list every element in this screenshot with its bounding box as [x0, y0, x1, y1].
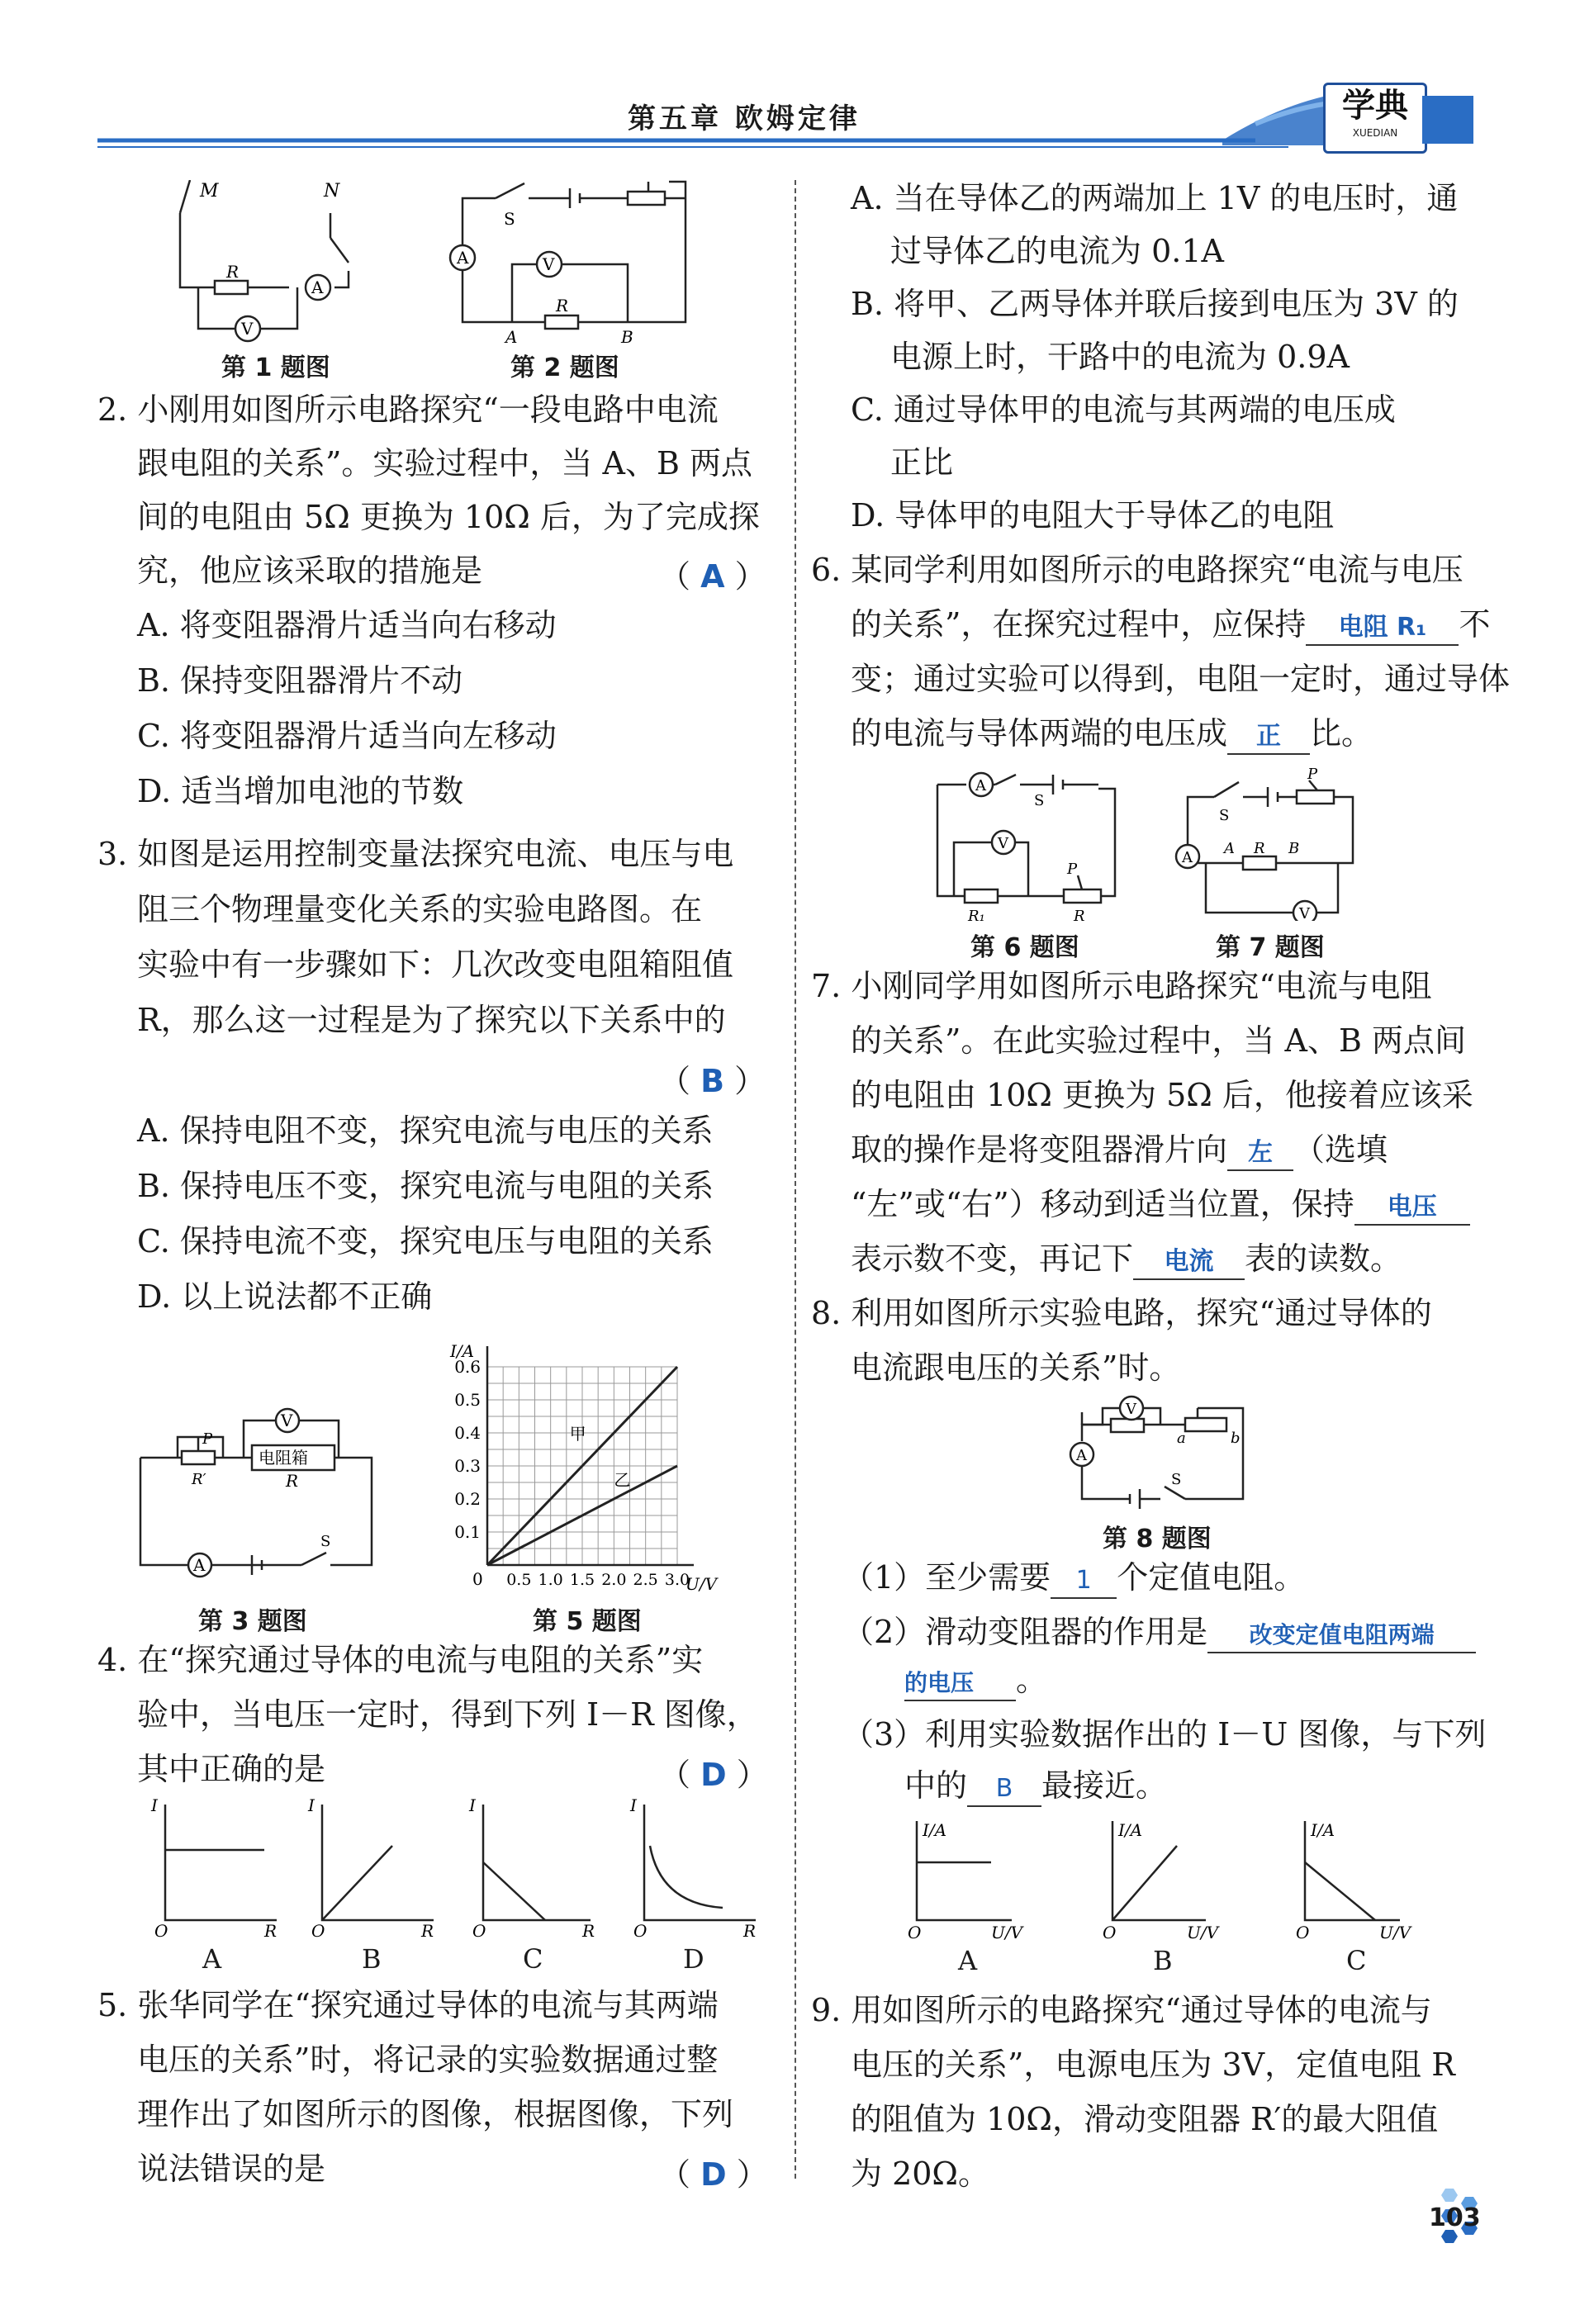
circuit-figure-6: [925, 768, 1131, 925]
q6-line-2: 的关系”，在探究过程中，应保持 电阻 R₁ 不: [851, 605, 1490, 646]
q3-line-4: R，那么这一过程是为了探究以下关系中的: [137, 1002, 726, 1038]
q6-line-3: 变；通过实验可以得到，电阻一定时，通过导体: [851, 661, 1511, 697]
label-P: P: [202, 1430, 213, 1448]
q7-line-2: 的关系”。在此实验过程中，当 A、B 两点间: [851, 1022, 1466, 1059]
logo-text: 学典: [1342, 86, 1408, 125]
q4-graph-d: [644, 1805, 756, 1920]
label-A-point: A: [1224, 840, 1235, 857]
svg-text:I: I: [630, 1796, 637, 1815]
q2-line-1: 2. 小刚用如图所示电路探究“一段电路中电流: [97, 391, 719, 428]
label-S: S: [504, 209, 515, 229]
circuit-figure-3: [132, 1404, 396, 1594]
label-R: R: [226, 262, 240, 282]
svg-text:O: O: [154, 1921, 168, 1941]
figure-caption-5: 第 5 题图: [533, 1607, 642, 1636]
q9-line-2: 电压的关系”，电源电压为 3V，定值电阻 R: [851, 2047, 1455, 2083]
q5-option-c-1: C. 通过导体甲的电流与其两端的电压成: [851, 391, 1396, 428]
q8-blank-2b: 的电压: [904, 1667, 1016, 1701]
q9-line-1: 9. 用如图所示的电路探究“通过导体的电流与: [811, 1992, 1432, 2028]
y-tick-label: 0.1: [454, 1522, 481, 1542]
svg-text:U/V: U/V: [1379, 1923, 1411, 1942]
label-R1: R₁: [968, 908, 985, 925]
y-tick-label: 0.3: [454, 1456, 481, 1476]
svg-text:O: O: [1296, 1923, 1310, 1942]
label-resistance-box: 电阻箱: [259, 1448, 308, 1468]
q3-line-1: 3. 如图是运用控制变量法探究电流、电压与电: [97, 836, 734, 872]
q4-graph-label-a: A: [202, 1943, 222, 1975]
q2-option-d: D. 适当增加电池的节数: [137, 773, 464, 809]
q2-option-c: C. 将变阻器滑片适当向左移动: [137, 718, 557, 754]
q6-blank-1: 电阻 R₁: [1306, 611, 1459, 646]
q5-line-2: 电压的关系”时，将记录的实验数据通过整: [137, 2042, 719, 2078]
q8-sub-3-cont: 中的 B 最接近。: [904, 1766, 1167, 1807]
x-tick-label: 3.0: [664, 1571, 690, 1589]
q4-line-2: 验中，当电压一定时，得到下列 I－R 图像，: [137, 1696, 758, 1733]
q8-graph-label-a: A: [958, 1945, 978, 1976]
ammeter-A: A: [311, 277, 324, 297]
svg-text:I: I: [151, 1796, 158, 1815]
q4-graph-a: [165, 1805, 277, 1920]
label-S: S: [320, 1533, 331, 1550]
origin-label: 0: [472, 1569, 483, 1589]
q6-line-1: 6. 某同学利用如图所示的电路探究“电流与电压: [811, 552, 1464, 588]
y-tick-label: 0.6: [454, 1357, 481, 1377]
q4-graph-c: [483, 1805, 591, 1920]
svg-text:O: O: [633, 1921, 648, 1941]
q7-blank-1: 左: [1227, 1136, 1293, 1171]
q5-line-4: 说法错误的是: [137, 2151, 326, 2187]
svg-text:R: R: [264, 1921, 278, 1941]
ammeter-A: A: [1076, 1447, 1087, 1464]
q4-line-1: 4. 在“探究通过导体的电流与电阻的关系”实: [97, 1642, 704, 1678]
y-tick-label: 0.4: [454, 1423, 481, 1443]
figure-caption-7: 第 7 题图: [1216, 933, 1325, 962]
circuit-figure-1: [165, 180, 413, 345]
q9-line-3: 的阻值为 10Ω，滑动变阻器 R′的最大阻值: [851, 2101, 1439, 2137]
q5-option-a-2: 过导体乙的电流为 0.1A: [890, 233, 1224, 269]
q2-option-b: B. 保持变阻器滑片不动: [137, 662, 463, 699]
q8-graph-label-b: B: [1153, 1945, 1173, 1976]
q8-sub-3: （3）利用实验数据作出的 I－U 图像，与下列: [842, 1716, 1487, 1752]
q2-option-a: A. 将变阻器滑片适当向右移动: [137, 607, 557, 643]
q5-option-b-2: 电源上时，干路中的电流为 0.9A: [890, 339, 1350, 375]
voltmeter-V: V: [1126, 1401, 1136, 1418]
label-B-point: B: [621, 327, 633, 347]
label-S: S: [1034, 792, 1045, 809]
q7-line-3: 的电阻由 10Ω 更换为 5Ω 后，他接着应该采: [851, 1077, 1473, 1113]
circuit-figure-2: [446, 173, 702, 347]
q8-graph-label-c: C: [1346, 1945, 1367, 1976]
circuit-figure-8: [1065, 1392, 1272, 1515]
q4-answer: （ D ）: [659, 1757, 768, 1793]
publisher-logo: [1323, 83, 1427, 154]
label-b: b: [1231, 1430, 1241, 1447]
q8-blank-1: 1: [1051, 1564, 1117, 1599]
q8-line-2: 电流跟电压的关系”时。: [851, 1349, 1181, 1386]
column-divider: [795, 180, 796, 2179]
voltmeter-V: V: [1299, 905, 1310, 921]
q7-line-6: 表示数不变，再记下 电流 表的读数。: [851, 1239, 1402, 1280]
q3-option-a: A. 保持电阻不变，探究电流与电压的关系: [137, 1112, 714, 1149]
figure-caption-2: 第 2 题图: [510, 353, 619, 382]
ammeter-A: A: [975, 777, 986, 794]
voltmeter-V: V: [543, 254, 555, 274]
q3-line-3: 实验中有一步骤如下：几次改变电阻箱阻值: [137, 946, 734, 983]
ammeter-A: A: [457, 248, 469, 268]
q5-option-d: D. 导体甲的电阻大于导体乙的电阻: [851, 497, 1335, 534]
y-tick-label: 0.2: [454, 1489, 481, 1509]
series-label-1: 甲: [569, 1424, 586, 1444]
x-tick-label: 0.5: [506, 1571, 532, 1589]
figure-caption-3: 第 3 题图: [198, 1607, 307, 1636]
series-label-2: 乙: [614, 1470, 631, 1490]
q8-sub-1: （1）至少需要 1 个定值电阻。: [842, 1558, 1305, 1599]
q7-blank-2: 电压: [1354, 1191, 1470, 1226]
q7-blank-3: 电流: [1133, 1245, 1245, 1280]
voltmeter-V: V: [241, 319, 254, 339]
chapter-title: 第五章 欧姆定律: [628, 102, 861, 135]
q4-graph-label-b: B: [362, 1943, 382, 1975]
label-M: M: [200, 181, 219, 202]
label-R-prime: R′: [192, 1471, 206, 1488]
q8-blank-2a: 改变定值电阻两端: [1207, 1619, 1476, 1653]
q5-option-a-1: A. 当在导体乙的两端加上 1V 的电压时，通: [851, 180, 1459, 216]
svg-text:O: O: [311, 1921, 325, 1941]
label-P: P: [1307, 766, 1318, 783]
svg-text:I: I: [469, 1796, 476, 1815]
svg-text:O: O: [1103, 1923, 1117, 1942]
figure-caption-8: 第 8 题图: [1103, 1525, 1212, 1553]
svg-text:U/V: U/V: [1187, 1923, 1219, 1942]
label-a: a: [1177, 1430, 1186, 1447]
page-header: [0, 0, 1575, 157]
q4-graph-b: [322, 1805, 434, 1920]
label-S: S: [1171, 1471, 1182, 1488]
figure-caption-1: 第 1 题图: [221, 353, 330, 382]
q5-option-c-2: 正比: [890, 444, 954, 481]
label-P: P: [1067, 861, 1078, 878]
x-axis-label: U/V: [686, 1574, 718, 1594]
q8-sub-2: （2）滑动变阻器的作用是 改变定值电阻两端: [842, 1612, 1476, 1653]
chart-figure-5: [438, 1321, 752, 1594]
q4-graph-label-c: C: [523, 1943, 543, 1975]
q7-line-1: 7. 小刚同学用如图所示电路探究“电流与电阻: [811, 968, 1432, 1004]
x-tick-label: 1.5: [569, 1571, 595, 1589]
q5-answer: （ D ）: [659, 2156, 768, 2193]
q5-line-3: 理作出了如图所示的图像，根据图像，下列: [137, 2096, 734, 2132]
y-tick-label: 0.5: [454, 1390, 481, 1410]
svg-text:R: R: [582, 1921, 595, 1941]
q8-sub-2-cont: 的电压 。: [904, 1660, 1047, 1701]
q3-answer: （ B ）: [659, 1063, 766, 1099]
q4-graph-label-d: D: [683, 1943, 704, 1975]
svg-text:I/A: I/A: [1118, 1820, 1143, 1840]
q4-line-3: 其中正确的是: [137, 1751, 326, 1787]
label-R: R: [286, 1471, 299, 1491]
voltmeter-V: V: [998, 835, 1008, 852]
figure-caption-6: 第 6 题图: [970, 933, 1079, 962]
ammeter-A: A: [1182, 849, 1193, 866]
q6-blank-2: 正: [1227, 720, 1310, 755]
circuit-figure-7: [1173, 764, 1371, 921]
x-tick-label: 2.0: [601, 1571, 627, 1589]
q7-line-5: “左”或“右”）移动到适当位置，保持 电压: [851, 1184, 1470, 1226]
svg-text:U/V: U/V: [991, 1923, 1023, 1942]
q2-line-2: 跟电阻的关系”。实验过程中，当 A、B 两点: [137, 445, 752, 481]
y-axis-label: I/A: [450, 1341, 475, 1361]
q7-line-4: 取的操作是将变阻器滑片向 左 （选填: [851, 1130, 1388, 1171]
svg-text:O: O: [472, 1921, 486, 1941]
svg-text:R: R: [743, 1921, 757, 1941]
q5-line-1: 5. 张华同学在“探究通过导体的电流与其两端: [97, 1987, 719, 2023]
label-A-point: A: [505, 327, 518, 347]
q8-blank-3: B: [967, 1772, 1041, 1807]
q2-answer: （ A ）: [659, 558, 766, 595]
label-B-point: B: [1288, 840, 1300, 857]
ammeter-A: A: [193, 1555, 206, 1575]
page-number: 103: [1429, 2203, 1481, 2232]
svg-text:I: I: [308, 1796, 315, 1815]
q3-option-c: C. 保持电流不变，探究电压与电阻的关系: [137, 1223, 714, 1259]
q2-line-3: 间的电阻由 5Ω 更换为 10Ω 后，为了完成探: [137, 499, 760, 535]
label-R: R: [1254, 840, 1265, 857]
logo-bar: [1422, 96, 1473, 144]
q5-option-b-1: B. 将甲、乙两导体并联后接到电压为 3V 的: [851, 286, 1459, 322]
voltmeter-V: V: [281, 1411, 293, 1430]
q9-line-4: 为 20Ω。: [851, 2156, 989, 2192]
x-tick-label: 2.5: [633, 1571, 658, 1589]
svg-text:R: R: [421, 1921, 434, 1941]
svg-text:I/A: I/A: [923, 1820, 947, 1840]
label-S: S: [1219, 807, 1230, 824]
q2-line-4: 究，他应该采取的措施是: [137, 553, 483, 589]
q3-option-b: B. 保持电压不变，探究电流与电阻的关系: [137, 1168, 714, 1204]
q3-option-d: D. 以上说法都不正确: [137, 1278, 433, 1315]
label-N: N: [324, 181, 340, 202]
label-R: R: [1074, 908, 1085, 925]
q8-line-1: 8. 利用如图所示实验电路，探究“通过导体的: [811, 1295, 1432, 1331]
q3-line-2: 阻三个物理量变化关系的实验电路图。在: [137, 891, 703, 927]
svg-text:O: O: [908, 1923, 922, 1942]
q8-graphs: [896, 1813, 1441, 1945]
x-tick-label: 1.0: [538, 1571, 563, 1589]
q6-line-4: 的电流与导体两端的电压成 正 比。: [851, 714, 1373, 755]
label-R: R: [556, 296, 569, 315]
q4-graphs: [145, 1796, 772, 1953]
logo-sub: XUEDIAN: [1352, 127, 1398, 139]
svg-text:I/A: I/A: [1311, 1820, 1335, 1840]
